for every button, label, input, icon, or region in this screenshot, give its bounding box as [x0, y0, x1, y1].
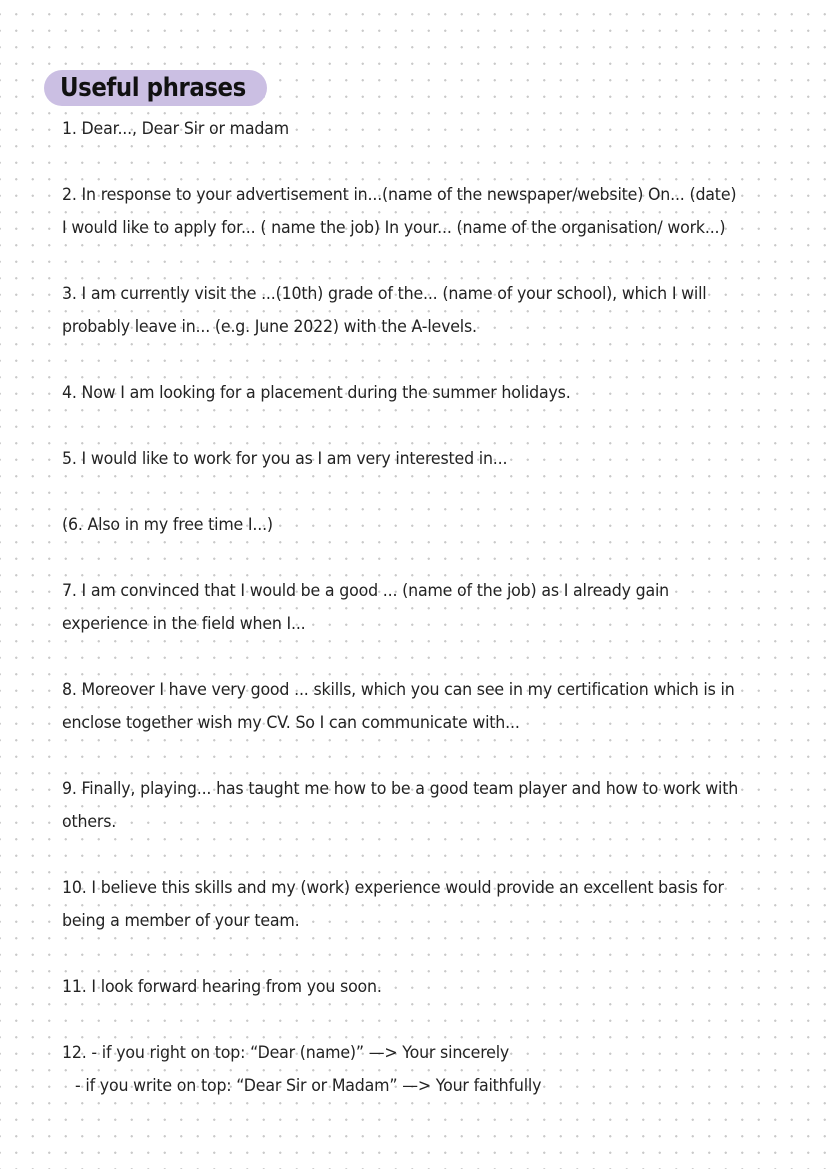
- phrase-11-line-1: 11. I look forward hearing from you soon.: [62, 977, 382, 997]
- phrase-2-line-2: I would like to apply for... ( name the job) In your... (name of the organisation/ work...): [62, 218, 726, 238]
- phrase-9-line-2: others.: [62, 812, 117, 832]
- phrase-7-line-1: 7. I am convinced that I would be a good ... (name of the job) as I already gain: [62, 581, 670, 601]
- phrase-3-line-2: probably leave in... (e.g. June 2022) with the A-levels.: [62, 317, 477, 337]
- phrase-2: [62, 179, 737, 245]
- phrase-5: [62, 443, 713, 476]
- phrase-12-line-2: - if you write on top: “Dear Sir or Madam” —> Your faithfully: [75, 1076, 542, 1096]
- phrase-2-line-1: 2. In response to your advertisement in...(name of the newspaper/website) On... (date): [62, 185, 737, 205]
- phrase-8-line-2: enclose together wish my CV. So I can communicate with...: [62, 713, 520, 733]
- phrase-9: [62, 773, 739, 839]
- phrase-7-line-2: experience in the field when I...: [62, 614, 306, 634]
- phrase-3-line-1: 3. I am currently visit the ...(10th) grade of the... (name of your school), which I will: [62, 284, 707, 304]
- phrase-3: [62, 278, 713, 344]
- phrase-4: [62, 377, 713, 410]
- phrase-12: [62, 1037, 713, 1103]
- phrase-8-line-1: 8. Moreover I have very good ... skills, which you can see in my certification which is in: [62, 680, 735, 700]
- phrase-6: [62, 509, 713, 542]
- phrase-10: [62, 872, 724, 938]
- phrase-6-line-1: (6. Also in my free time I...): [62, 515, 273, 535]
- phrase-8: [62, 674, 735, 740]
- page-title: Useful phrases: [60, 73, 246, 103]
- phrase-9-line-1: 9. Finally, playing... has taught me how to be a good team player and how to work with: [62, 779, 739, 799]
- phrase-10-line-2: being a member of your team.: [62, 911, 300, 931]
- phrase-1-line-1: 1. Dear..., Dear Sir or madam: [62, 119, 289, 139]
- phrase-4-line-1: 4. Now I am looking for a placement during the summer holidays.: [62, 383, 571, 403]
- phrase-10-line-1: 10. I believe this skills and my (work) experience would provide an excellent basis for: [62, 878, 724, 898]
- phrase-1: [62, 113, 713, 146]
- phrase-11: [62, 971, 713, 1004]
- title-highlight: [44, 70, 267, 106]
- phrase-5-line-1: 5. I would like to work for you as I am very interested in...: [62, 449, 508, 469]
- phrase-7: [62, 575, 713, 641]
- phrase-12-line-1: 12. - if you right on top: “Dear (name)” —> Your sincerely: [62, 1043, 510, 1063]
